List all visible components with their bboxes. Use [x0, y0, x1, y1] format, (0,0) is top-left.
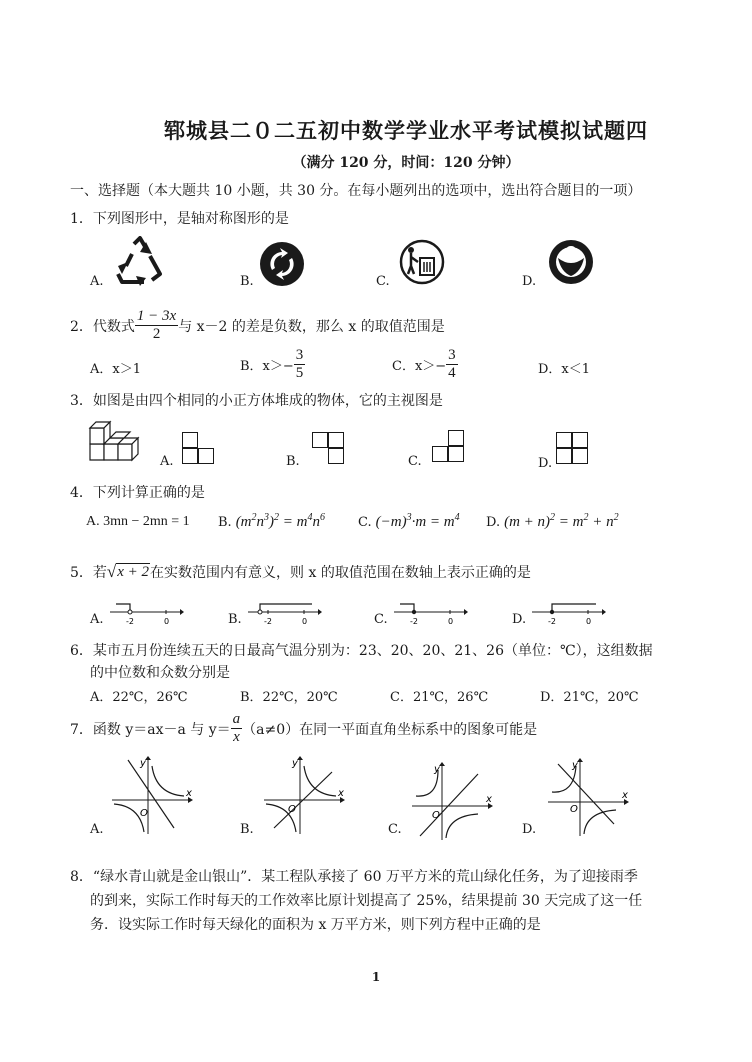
q7-frac-den: x [233, 729, 240, 746]
green-circle-icon [258, 240, 308, 288]
q3-option-c-view [432, 430, 468, 466]
section-header: 一、选择题（本大题共 10 小题，共 30 分。在每小题列出的选项中，选出符合题目的一项） [70, 183, 642, 199]
trash-disposal-icon [398, 238, 446, 286]
q4-option-b: B. $(m^2n^3)^2 = m^4n^6$ [218, 512, 325, 530]
page-title: 郓城县二０二五初中数学学业水平考试模拟试题四 [164, 118, 648, 143]
q7-a-axis-x: x [186, 788, 192, 799]
q1-option-b-label: B. [240, 274, 254, 289]
q5-option-c-numberline [392, 598, 468, 628]
q1-option-c-label: C. [376, 274, 390, 289]
q2-b-num: 3 [294, 347, 306, 365]
svg-text:0: 0 [586, 617, 592, 626]
q5-option-b-numberline [246, 598, 322, 628]
q2-option-c-fraction [446, 347, 458, 383]
question-2-stem [70, 308, 445, 344]
q5-option-d-label: D. [512, 612, 527, 627]
q1-option-a-label: A. [90, 274, 104, 289]
q2-option-b [240, 347, 305, 383]
q5-option-c-label: C. [374, 612, 388, 627]
q7-option-c-graph [408, 762, 494, 842]
q3-option-a-label: A. [160, 454, 174, 469]
q7-a-origin: O [140, 808, 148, 819]
question-8-line3: 务．设实际工作时每天绿化的面积为 x 万平方米，则下列方程中正确的是 [90, 917, 541, 933]
question-5-stem [70, 562, 531, 582]
q5-option-a-label: A. [90, 612, 104, 627]
q2-fraction-numerator: 1 − 3x [135, 308, 178, 326]
q3-option-a-view [182, 432, 218, 468]
q7-option-b-graph [260, 756, 346, 836]
q2-option-a: A．x＞1 [90, 362, 141, 377]
china-green-food-icon [546, 238, 596, 286]
q2-fraction-denominator: 2 [152, 326, 161, 343]
q7-option-d-graph [544, 758, 630, 838]
svg-text:0: 0 [302, 617, 308, 626]
q6-option-c: C．21℃，26℃ [390, 690, 489, 705]
q4-option-c: C. $(-m)^3\cdot m = m^4$ [358, 512, 460, 530]
question-8-line1: 8．“绿水青山就是金山银山”．某工程队承接了 60 万平方米的荒山绿化任务，为了迎接雨季 [70, 869, 638, 885]
q6-option-b: B．22℃，20℃ [240, 690, 338, 705]
q2-c-den: 4 [448, 365, 456, 382]
page-number: 1 [371, 970, 381, 984]
page-subtitle: （满分 120 分，时间：120 分钟） [292, 155, 520, 171]
q2-option-b-fraction [294, 347, 306, 383]
q2-prefix: 2．代数式 [70, 318, 135, 335]
q7-b-origin: O [288, 804, 296, 815]
q7-prefix: 7．函数 y＝ax－a 与 y＝ [70, 721, 231, 738]
q2-option-c [392, 347, 458, 383]
q5-suffix: 在实数范围内有意义，则 x 的取值范围在数轴上表示正确的是 [150, 565, 531, 581]
question-4-stem: 4．下列计算正确的是 [70, 485, 205, 501]
svg-text:0: 0 [164, 617, 170, 626]
q2-c-num: 3 [446, 347, 458, 365]
q7-c-origin: O [432, 810, 440, 821]
q5-option-a-numberline [108, 598, 184, 628]
q7-option-a-label: A. [90, 822, 104, 837]
svg-text:-2: -2 [264, 617, 272, 626]
q2-option-d: D．x＜1 [538, 362, 591, 377]
question-1-stem: 1．下列图形中，是轴对称图形的是 [70, 211, 289, 227]
q7-d-origin: O [570, 804, 578, 815]
q5-sqrt: √ x + 2 [106, 562, 150, 581]
question-6-line1: 6．某市五月份连续五天的日最高气温分别为：23、20、20、21、26（单位：℃），这组数据 [70, 643, 653, 659]
q5-option-b-label: B. [228, 612, 242, 627]
q7-c-axis-x: x [486, 794, 492, 805]
q7-c-axis-y: y [434, 764, 440, 775]
q2-option-b-prefix: B．x＞− [240, 359, 294, 375]
q6-option-a: A．22℃，26℃ [90, 690, 188, 705]
q3-option-b-label: B. [286, 454, 300, 469]
q4-option-d-label: D. [486, 515, 501, 530]
q6-option-d: D．21℃，20℃ [540, 690, 639, 705]
q4-option-d: D. $(m + n)^2 = m^2 + n^2$ [486, 512, 619, 530]
q3-option-c-label: C. [408, 454, 422, 469]
q7-d-axis-x: x [622, 790, 628, 801]
q7-option-a-graph [108, 756, 194, 836]
q2-b-den: 5 [295, 365, 304, 382]
recycle-icon [112, 236, 168, 286]
svg-text:-2: -2 [410, 617, 418, 626]
question-8-line2: 的到来，实际工作时每天的工作效率比原计划提高了 25%，结果提前 30 天完成了这一任 [90, 893, 643, 909]
q2-fraction [135, 308, 178, 344]
q7-option-b-label: B. [240, 822, 254, 837]
svg-text:-2: -2 [126, 617, 134, 626]
q3-option-d-label: D. [538, 456, 553, 471]
question-6-line2: 的中位数和众数分别是 [90, 665, 230, 681]
q7-option-d-label: D. [522, 822, 537, 837]
q7-b-axis-x: x [338, 788, 344, 799]
q3-option-b-view [312, 432, 348, 468]
svg-text:-2: -2 [548, 617, 556, 626]
q4-option-b-label: B. [218, 515, 232, 530]
q7-b-axis-y: y [292, 758, 298, 769]
svg-text:0: 0 [448, 617, 454, 626]
question-3-stem: 3．如图是由四个相同的小正方体堆成的物体，它的主视图是 [70, 393, 443, 409]
q4-option-c-label: C. [358, 515, 372, 530]
q7-a-axis-y: y [140, 758, 146, 769]
question-7-stem [70, 711, 537, 747]
q7-suffix: （a≠0）在同一平面直角坐标系中的图象可能是 [242, 721, 538, 738]
q3-option-d-view [556, 432, 592, 468]
q7-option-c-label: C. [388, 822, 402, 837]
q5-radicand: x + 2 [117, 564, 150, 580]
cube-stack-figure [86, 414, 144, 466]
q4-option-a: A. 3mn − 2mn = 1 [86, 514, 190, 529]
q7-frac-num: a [231, 711, 243, 729]
q5-prefix: 5．若 [70, 565, 107, 581]
q2-option-c-prefix: C．x＞− [392, 359, 447, 375]
q1-option-d-label: D. [522, 274, 537, 289]
q2-suffix: 与 x－2 的差是负数，那么 x 的取值范围是 [178, 318, 445, 335]
q5-option-d-numberline [530, 598, 606, 628]
q7-fraction [231, 711, 243, 747]
q7-d-axis-y: y [572, 760, 578, 771]
